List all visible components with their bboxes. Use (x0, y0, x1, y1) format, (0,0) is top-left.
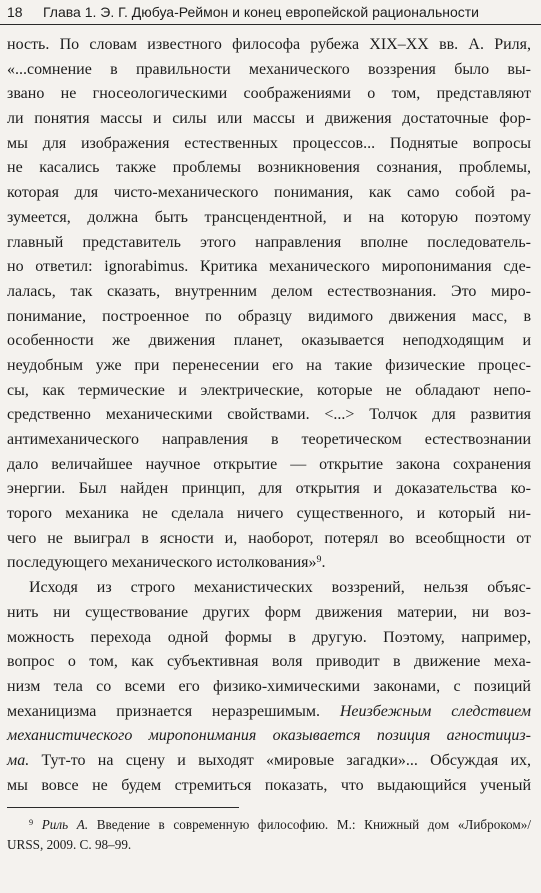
text-line: можность перехода одной формы в другую. Поэтому, например, (7, 628, 531, 646)
text-line: неудобным уже при перенесении его на такие физические процес- (7, 356, 531, 374)
footnote-number: 9 (29, 817, 34, 827)
italic-fragment: Неизбежным следствием (339, 702, 532, 720)
text-line: зумеется, должна быть трансцендентной, и на которую поэтому (7, 208, 531, 226)
text-line: особенности же движения планет, оказывается неподходящим и (7, 332, 531, 350)
text-fragment: Тут-то на сцену и выходят «мировые загадки»... Обсуждая их, (41, 751, 532, 769)
text-line: чего не выиграл в ясности и, наоборот, потерял во всеобщности от (7, 529, 531, 547)
italic-fragment: ма. (7, 751, 30, 769)
text-line: ли понятия массы и силы или массы и движения достаточные фор- (7, 110, 531, 128)
text-line: дало величайшее научное открытие — открытие закона сохранения (7, 455, 531, 473)
text-line: «...сомнение в правильности механического воззрения было вы- (7, 60, 531, 78)
footnote-text: Введение в современную философию. М.: Книжный дом «Либроком»/ (96, 817, 532, 832)
text-line: которая для чисто-механического понимания, как само собой ра- (7, 184, 531, 202)
text-line: но ответил: ignorabimus. Критика механического миропонимания сде- (7, 258, 531, 276)
text-line: вопрос о том, как субъективная воля приводит в движение меха- (7, 653, 531, 671)
text-line-mixed (7, 700, 531, 725)
running-header (0, 0, 541, 25)
text-line: мы для изображения естественных процессов... Поднятые вопросы (7, 134, 531, 152)
text-line: Исходя из строго механистических воззрений, нельзя объяс- (29, 579, 531, 597)
text-line: антимеханического направления в теоретическом естествознании (7, 431, 531, 448)
italic-fragment: механистического миропонимания оказывается позиция агностициз- (7, 727, 531, 745)
footnote-divider (7, 807, 239, 808)
text-line: не касались также проблемы возникновения сознания, проблемы, (7, 159, 531, 177)
text-line: ность. По словам известного философа рубежа XIX–XX вв. А. Риля, (7, 36, 531, 53)
footnote-marker: 9 (316, 554, 322, 566)
text-line-with-footnote: последующего механического истолкования»$^9$. (7, 554, 326, 572)
text-fragment: механицизма признается неразрешимым. (7, 702, 320, 720)
footnote (7, 815, 531, 855)
footnote-author: Риль А. (41, 817, 89, 832)
text-line: нить ни существование других форм движения материи, ни воз- (7, 603, 531, 621)
text-fragment: последующего механического истолкования» (7, 554, 317, 572)
running-title: Глава 1. Э. Г. Дюбуа-Реймон и конец европейской рациональности (43, 4, 480, 20)
text-line: лалась, так сказать, внутренним делом естествознания. Это миро- (7, 282, 531, 300)
text-line: мы вовсе не будем стремиться показать, что выдающийся ученый (7, 776, 531, 794)
text-line-italic (7, 724, 531, 749)
text-line: средственно механическими свойствами. <...> Толчок для развития (7, 406, 531, 424)
text-line: торого механика не сделала ничего существенного, и который ни- (7, 505, 531, 523)
text-line: звано не гносеологическими соображениями о том, представляют (7, 85, 531, 103)
main-text (7, 33, 531, 798)
text-line: понимание, построенное по образцу видимого движения масс, в (7, 307, 531, 325)
text-line: сы, как термические и электрические, которые не обладают непо- (7, 381, 531, 399)
text-line-mixed (7, 749, 531, 774)
text-line: главный представитель этого направления вполне последователь- (7, 233, 531, 251)
footnote-line: URSS, 2009. С. 98–99. (7, 837, 132, 852)
text-line: низм тела со всеми его физико-химическими законами, с позиций (7, 677, 531, 695)
footnote-line (7, 815, 531, 835)
text-line: энергии. Был найден принцип, для открытия и доказательства ко- (7, 480, 531, 498)
page-number: 18 (7, 4, 23, 20)
